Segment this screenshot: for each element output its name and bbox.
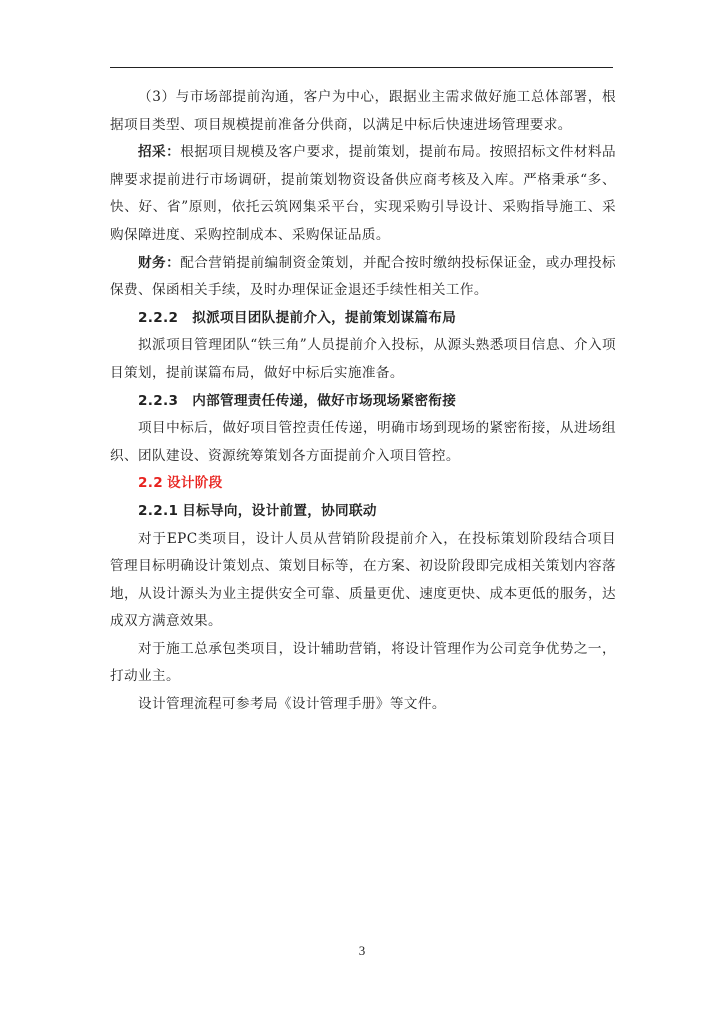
procurement-text: 根据项目规模及客户要求，提前策划，提前布局。按照招标文件材料品牌要求提前进行市场调研，提前策划物资设备供应商考核及入库。严格秉承“多、快、好、省”原则，依托云筑网集采平台，实现采购引导设计、采购指导施工、采购保障进度、采购控制成本、采购保证品质。 bbox=[110, 144, 616, 243]
procurement-label: 招采： bbox=[138, 144, 181, 161]
section-number: 2.2 bbox=[138, 475, 163, 492]
section-title: 内部管理责任传递，做好市场现场紧密衔接 bbox=[192, 392, 457, 409]
section-number: 2.2.3 bbox=[138, 392, 179, 409]
paragraph-finance bbox=[110, 250, 616, 305]
page-content bbox=[110, 84, 616, 719]
section-title: 设计阶段 bbox=[166, 475, 223, 492]
paragraph-general-contracting: 对于施工总承包类项目，设计辅助营销，将设计管理作为公司竞争优势之一，打动业主。 bbox=[110, 640, 616, 685]
finance-label: 财务： bbox=[138, 254, 181, 271]
section-heading-2-2-3 bbox=[110, 388, 616, 416]
paragraph-procurement bbox=[110, 139, 616, 249]
section-title: 目标导向，设计前置，协同联动 bbox=[182, 502, 377, 519]
paragraph-epc-projects: 对于EPC类项目，设计人员从营销阶段提前介入，在投标策划阶段结合项目管理目标明确设计策划点、策划目标等，在方案、初设阶段即完成相关策划内容落地，从设计源头为业主提供安全可靠、质量更优、速度更快、成本更低的服务，达成双方满意效果。 bbox=[110, 530, 616, 630]
finance-text: 配合营销提前编制资金策划，并配合按时缴纳投标保证金，或办理投标保费、保函相关手续，及时办理保证金退还手续性相关工作。 bbox=[110, 254, 616, 299]
section-heading-2-2-2 bbox=[110, 305, 616, 333]
paragraph-market-communication: （3）与市场部提前沟通，客户为中心，跟据业主需求做好施工总体部署，根据项目类型、项目规模提前准备分供商，以满足中标后快速进场管理要求。 bbox=[110, 89, 616, 133]
paragraph-responsibility-transfer: 项目中标后，做好项目管控责任传递，明确市场到现场的紧密衔接，从进场组织、团队建设、资源统筹策划各方面提前介入项目管控。 bbox=[110, 420, 616, 464]
paragraph-design-manual-reference: 设计管理流程可参考局《设计管理手册》等文件。 bbox=[138, 696, 446, 713]
page-number: 3 bbox=[358, 943, 366, 958]
paragraph-team-involvement: 拟派项目管理团队“铁三角”人员提前介入投标，从源头熟悉项目信息、介入项目策划，提前谋篇布局，做好中标后实施准备。 bbox=[110, 337, 616, 381]
header-rule bbox=[110, 67, 613, 68]
section-title: 拟派项目团队提前介入，提前策划谋篇布局 bbox=[192, 309, 457, 326]
section-heading-2-2 bbox=[110, 470, 616, 498]
section-number: 2.2.2 bbox=[138, 309, 179, 326]
section-heading-2-2-1 bbox=[110, 498, 616, 526]
section-number: 2.2.1 bbox=[138, 502, 179, 519]
